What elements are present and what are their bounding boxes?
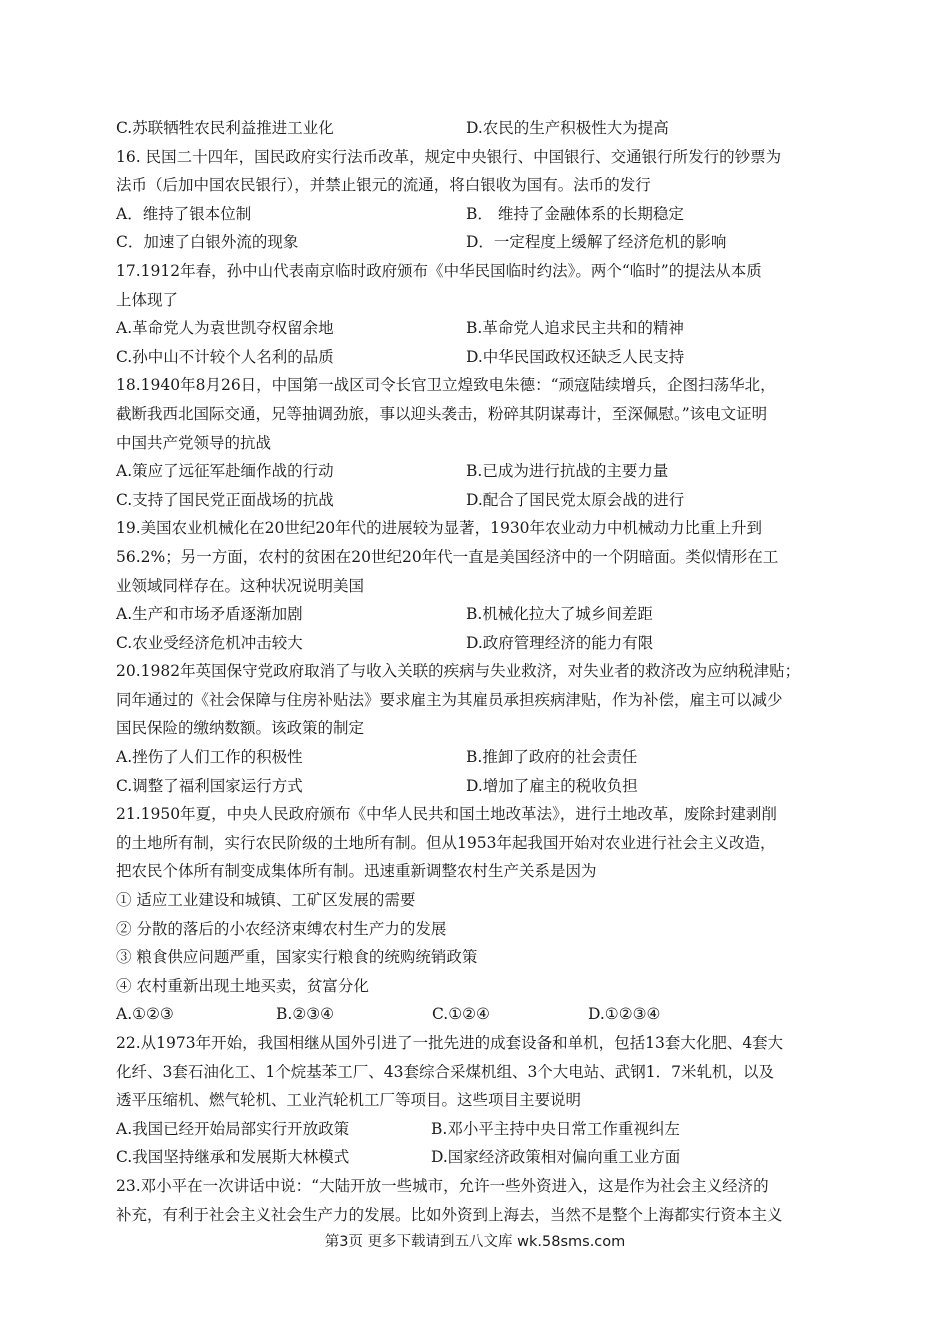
q16-options-cd <box>116 228 836 257</box>
q16-stem-line-1: 16. 民国二十四年，国民政府实行法币改革，规定中央银行、中国银行、交通银行所发行的钞票为 <box>116 147 782 166</box>
q18-stem-line-3: 中国共产党领导的抗战 <box>116 433 272 452</box>
q22-option-a: A.我国已经开始局部实行开放政策 <box>116 1119 350 1138</box>
q17-option-a: A.革命党人为袁世凯夺权留余地 <box>116 319 334 338</box>
q18-stem-line-2: 截断我西北国际交通，兄等抽调劲旅，事以迎头袭击，粉碎其阴谋毒计，至深佩慰。”该电文证明 <box>116 404 768 423</box>
q18-options-cd <box>116 486 836 515</box>
q21-item-2: ② 分散的落后的小农经济束缚农村生产力的发展 <box>116 919 447 938</box>
q17-option-b: B.革命党人追求民主共和的精神 <box>466 319 684 338</box>
q16-options-ab <box>116 200 836 229</box>
q20-option-a: A.挫伤了人们工作的积极性 <box>116 748 303 767</box>
q21-option-c: C.①②④ <box>432 1005 490 1024</box>
q21-stem-line-3: 把农民个体所有制变成集体所有制。迅速重新调整农村生产关系是因为 <box>116 862 597 881</box>
q19-stem-line-2: 56.2%；另一方面，农村的贫困在20世纪20年代一直是美国经济中的一个阴暗面。类似情形在工 <box>116 547 779 566</box>
q21-item-4: ④ 农村重新出现土地买卖，贫富分化 <box>116 976 369 995</box>
q18-option-b: B.已成为进行抗战的主要力量 <box>466 462 669 481</box>
q16-option-d: D．一定程度上缓解了经济危机的影响 <box>466 233 727 252</box>
q21-option-b: B.②③④ <box>276 1005 335 1024</box>
q17-option-d: D.中华民国政权还缺乏人民支持 <box>466 347 685 366</box>
q20-option-c: C.调整了福利国家运行方式 <box>116 776 303 795</box>
q17-option-c: C.孙中山不计较个人名利的品质 <box>116 347 334 366</box>
q20-stem-line-2: 同年通过的《社会保障与住房补贴法》要求雇主为其雇员承担疾病津贴，作为补偿，雇主可以减少 <box>116 690 783 709</box>
q23-stem-line-2: 补充，有利于社会主义社会生产力的发展。比如外资到上海去，当然不是整个上海都实行资本主义 <box>116 1205 783 1224</box>
q21-item-1: ① 适应工业建设和城镇、工矿区发展的需要 <box>116 891 416 910</box>
q17-options-cd <box>116 343 836 372</box>
q21-stem-line-1: 21.1950年夏，中央人民政府颁布《中华人民共和国土地改革法》，进行土地改革，废除封建剥削 <box>116 805 777 824</box>
q15-option-c: C.苏联牺牲农民利益推进工业化 <box>116 119 334 137</box>
question-content <box>116 114 836 1229</box>
q22-options-ab <box>116 1115 836 1144</box>
q16-option-b: B． 维持了金融体系的长期稳定 <box>466 204 684 223</box>
q22-option-d: D.国家经济政策相对偏向重工业方面 <box>431 1148 681 1167</box>
q20-stem-line-1: 20.1982年英国保守党政府取消了与收入关联的疾病与失业救济，对失业者的救济改为应纳税津贴； <box>116 662 801 681</box>
q18-option-d: D.配合了国民党太原会战的进行 <box>466 490 685 509</box>
q19-option-a: A.生产和市场矛盾逐渐加剧 <box>116 605 303 624</box>
q19-option-b: B.机械化拉大了城乡间差距 <box>466 605 653 624</box>
q22-option-c: C.我国坚持继承和发展斯大林模式 <box>116 1148 350 1167</box>
q19-options-cd <box>116 629 836 658</box>
page-footer: 第3页 更多下载请到五八文库 wk.58sms.com <box>324 1234 626 1250</box>
q18-option-a: A.策应了远征军赴缅作战的行动 <box>116 462 334 481</box>
q20-option-b: B.推卸了政府的社会责任 <box>466 748 638 767</box>
q20-options-ab <box>116 743 836 772</box>
q19-option-c: C.农业受经济危机冲击较大 <box>116 633 303 652</box>
q22-stem-line-1: 22.从1973年开始，我国相继从国外引进了一批先进的成套设备和单机，包括13套大化肥、4套大 <box>116 1034 784 1052</box>
q21-option-a: A.①②③ <box>116 1005 174 1024</box>
q21-item-3: ③ 粮食供应问题严重，国家实行粮食的统购统销政策 <box>116 948 478 967</box>
q22-options-cd <box>116 1143 836 1172</box>
q17-stem-line-2: 上体现了 <box>116 290 179 309</box>
q20-options-cd <box>116 772 836 801</box>
q15-options-cd <box>116 114 836 143</box>
q18-stem-line-1: 18.1940年8月26日，中国第一战区司令长官卫立煌致电朱德：“顽寇陆续增兵，企图扫荡华北， <box>116 376 776 395</box>
q16-stem-line-2: 法币（后加中国农民银行），并禁止银元的流通，将白银收为国有。法币的发行 <box>116 176 651 195</box>
q20-stem-line-3: 国民保险的缴纳数额。该政策的制定 <box>116 719 365 738</box>
q19-stem-line-1: 19.美国农业机械化在20世纪20年代的进展较为显著，1930年农业动力中机械动力比重上升到 <box>116 519 763 538</box>
q16-option-a: A．维持了银本位制 <box>116 204 252 223</box>
q17-stem-line-1: 17.1912年春，孙中山代表南京临时政府颁布《中华民国临时约法》。两个“临时”的提法从本质 <box>116 261 762 280</box>
q21-options <box>116 1000 836 1029</box>
q19-option-d: D.政府管理经济的能力有限 <box>466 633 654 652</box>
q22-option-b: B.邓小平主持中央日常工作重视纠左 <box>431 1119 680 1138</box>
q21-option-d: D.①②③④ <box>588 1005 661 1024</box>
q16-option-c: C．加速了白银外流的现象 <box>116 233 299 252</box>
q19-stem-line-3: 业领域同样存在。这种状况说明美国 <box>116 576 365 595</box>
q15-option-d: D.农民的生产积极性大为提高 <box>466 119 669 137</box>
q22-stem-line-2: 化纤、3套石油化工、1个烷基苯工厂、43套综合采煤机组、3个大电站、武钢1．7米轧机，以及 <box>116 1062 775 1081</box>
q23-stem-line-1: 23.邓小平在一次讲话中说：“大陆开放一些城市，允许一些外资进入，这是作为社会主义经济的 <box>116 1176 769 1195</box>
q20-option-d: D.增加了雇主的税收负担 <box>466 776 638 795</box>
q18-option-c: C.支持了国民党正面战场的抗战 <box>116 490 334 509</box>
q22-stem-line-3: 透平压缩机、燃气轮机、工业汽轮机工厂等项目。这些项目主要说明 <box>116 1091 582 1110</box>
q21-stem-line-2: 的土地所有制，实行农民阶级的土地所有制。但从1953年起我国开始对农业进行社会主义改造， <box>116 833 776 852</box>
q18-options-ab <box>116 457 836 486</box>
q19-options-ab <box>116 600 836 629</box>
q17-options-ab <box>116 314 836 343</box>
